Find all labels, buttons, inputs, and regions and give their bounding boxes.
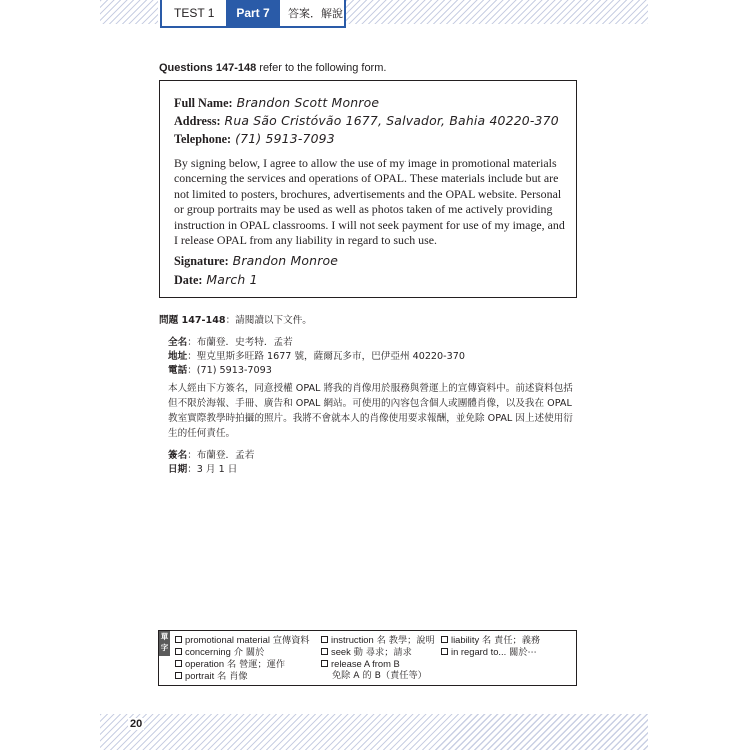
vocab-term: operation bbox=[185, 658, 225, 669]
header-tab-bar bbox=[160, 0, 346, 28]
vocab-item bbox=[175, 646, 310, 658]
vocab-meaning: 名 肖像 bbox=[214, 671, 248, 682]
translation-address-value: ：聖克里斯多旺路 1677 號，薩爾瓦多市，巴伊亞州 40220-370 bbox=[187, 351, 465, 362]
translation-signature bbox=[168, 447, 254, 461]
vocab-item bbox=[321, 658, 435, 670]
translation-address bbox=[168, 348, 465, 362]
translation-phone-value: ：(71) 5913-7093 bbox=[187, 365, 272, 376]
checkbox-icon bbox=[321, 660, 328, 667]
vocab-item bbox=[175, 658, 310, 670]
page-number: 20 bbox=[130, 718, 143, 730]
questions-heading bbox=[159, 62, 386, 74]
phone-value: (71) 5913-7093 bbox=[235, 131, 335, 146]
translation-phone bbox=[168, 362, 272, 376]
vocab-term: in regard to... bbox=[451, 646, 507, 657]
translation-heading-rest: ：請閱讀以下文件。 bbox=[225, 315, 312, 326]
vocab-term: promotional material bbox=[185, 634, 270, 645]
checkbox-icon bbox=[175, 660, 182, 667]
vocab-meaning: 宣傳資料 bbox=[269, 635, 310, 646]
vocabulary-column-1 bbox=[175, 634, 310, 682]
translation-date-label: 日期 bbox=[168, 464, 188, 475]
address-value: Rua São Cristóvão 1677, Salvador, Bahia 40220-370 bbox=[224, 113, 559, 128]
vocabulary-tag: 單字 bbox=[159, 631, 170, 656]
translation-name bbox=[168, 334, 293, 348]
tab-test: TEST 1 bbox=[174, 6, 215, 20]
translation-name-value: ：布蘭登．史考特．孟若 bbox=[187, 337, 293, 348]
translation-heading bbox=[159, 312, 312, 326]
checkbox-icon bbox=[441, 636, 448, 643]
address-label: Address: bbox=[174, 114, 221, 128]
translation-name-label: 全名 bbox=[168, 337, 188, 348]
translation-signature-value: ：布蘭登．孟若 bbox=[187, 450, 255, 461]
vocab-item bbox=[175, 670, 310, 682]
vocab-meaning: 名 教學；說明 bbox=[373, 635, 435, 646]
form-name-line bbox=[174, 95, 379, 111]
vocab-term: portrait bbox=[185, 670, 215, 681]
translation-phone-label: 電話 bbox=[168, 365, 188, 376]
translation-address-label: 地址 bbox=[168, 351, 188, 362]
checkbox-icon bbox=[175, 636, 182, 643]
vocab-term: instruction bbox=[331, 634, 374, 645]
vocab-item bbox=[441, 646, 540, 658]
vocab-item-continued bbox=[321, 670, 435, 682]
checkbox-icon bbox=[321, 636, 328, 643]
consent-text: By signing below, I agree to allow the use of my image in promotional materials concerning the services and operations of OPAL. These materials include but are not limited to posters, brochures, advertisements and the OPAL website. Personal or group portraits may be used as well as photos taken of me actively providing instruction in OPAL classrooms. I will not seek payment for use of my image, and I release OPAL from any liability in regard to such use. bbox=[174, 156, 565, 248]
consent-form bbox=[159, 80, 577, 298]
vocab-term: release A from B bbox=[331, 658, 400, 669]
vocab-meaning: 介 關於 bbox=[230, 647, 265, 658]
form-signature-line bbox=[174, 253, 338, 269]
translation-date bbox=[168, 461, 237, 475]
footer-hatch bbox=[100, 714, 648, 750]
tab-answer: 答案．解說 bbox=[288, 7, 343, 20]
vocab-meaning: 動 尋求；請求 bbox=[350, 647, 412, 658]
vocabulary-column-3 bbox=[441, 634, 540, 658]
checkbox-icon bbox=[175, 672, 182, 679]
questions-heading-rest: refer to the following form. bbox=[256, 62, 387, 74]
translation-consent: 本人經由下方簽名，同意授權 OPAL 將我的肖像用於服務與營運上的宣傳資料中。前述資料包括但不限於海報、手冊、廣告和 OPAL 網站。可使用的內容包含個人或團體肖像，以及我在 OPAL 教室實際教學時拍攝的照片。我將不會就本人的肖像使用要求報酬，並免除 OPAL 因上述使用衍生的任何責任。 bbox=[168, 383, 573, 439]
vocab-item bbox=[441, 634, 540, 646]
name-value: Brandon Scott Monroe bbox=[236, 95, 380, 110]
vocabulary-column-2 bbox=[321, 634, 435, 682]
vocab-item bbox=[321, 634, 435, 646]
vocabulary-box bbox=[158, 630, 577, 686]
signature-value: Brandon Monroe bbox=[232, 253, 339, 268]
form-date-line bbox=[174, 272, 258, 288]
header-hatch-right bbox=[346, 0, 648, 24]
vocab-meaning: 免除 A 的 B（責任等） bbox=[332, 670, 427, 681]
vocab-term: seek bbox=[331, 646, 351, 657]
name-label: Full Name: bbox=[174, 96, 233, 110]
header-hatch-left bbox=[100, 0, 158, 24]
questions-range: Questions 147-148 bbox=[159, 62, 257, 74]
translation-signature-label: 簽名 bbox=[168, 450, 188, 461]
vocab-term: liability bbox=[451, 634, 480, 645]
checkbox-icon bbox=[441, 648, 448, 655]
translation-date-value: ：3 月 1 日 bbox=[187, 464, 238, 475]
vocab-term: concerning bbox=[185, 646, 231, 657]
tab-part: Part 7 bbox=[226, 0, 280, 26]
signature-label: Signature: bbox=[174, 254, 229, 268]
checkbox-icon bbox=[321, 648, 328, 655]
vocab-meaning: 關於⋯ bbox=[506, 647, 537, 658]
form-address-line bbox=[174, 113, 559, 129]
vocab-item bbox=[175, 634, 310, 646]
translation-heading-range: 問題 147-148 bbox=[159, 315, 226, 326]
phone-label: Telephone: bbox=[174, 132, 232, 146]
form-phone-line bbox=[174, 131, 335, 147]
date-label: Date: bbox=[174, 273, 203, 287]
date-value: March 1 bbox=[206, 272, 258, 287]
vocab-meaning: 名 責任；義務 bbox=[479, 635, 541, 646]
checkbox-icon bbox=[175, 648, 182, 655]
vocab-meaning: 名 營運；運作 bbox=[224, 659, 286, 670]
vocab-item bbox=[321, 646, 435, 658]
